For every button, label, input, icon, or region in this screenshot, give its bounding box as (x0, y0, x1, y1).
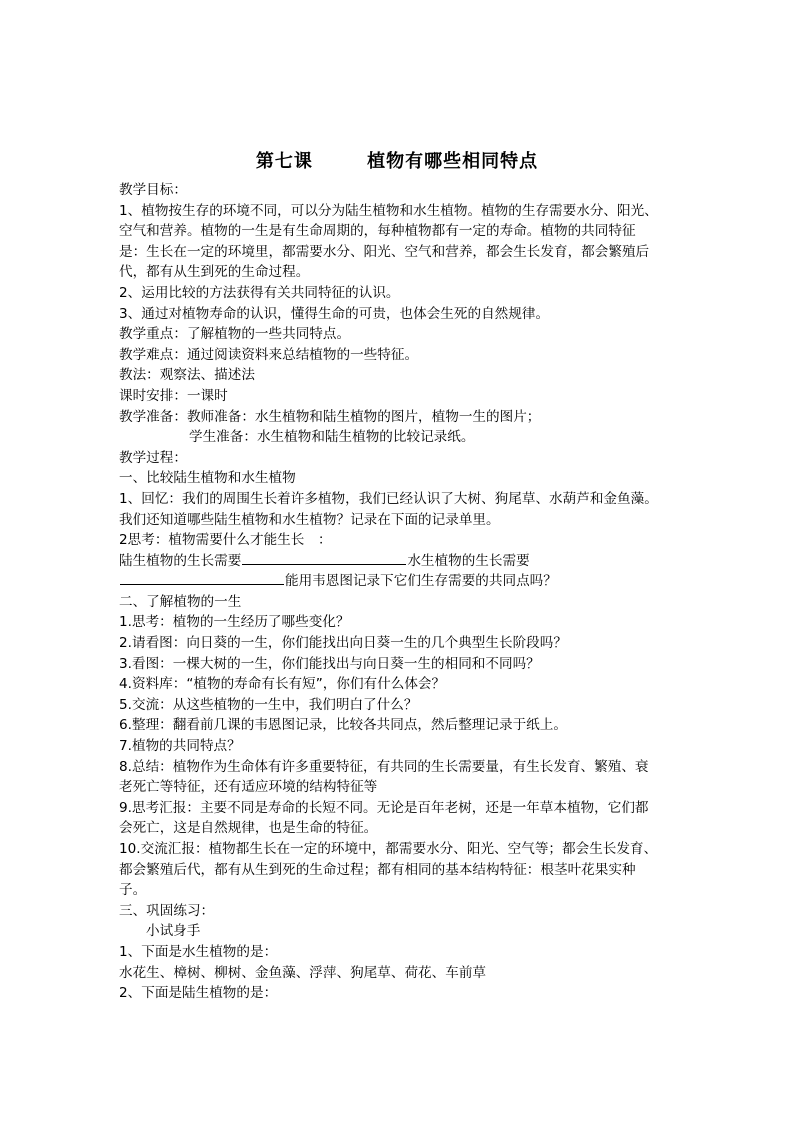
fill-blank-line (119, 571, 679, 592)
text-line: 3.看图：一棵大树的一生，你们能找出与向日葵一生的相同和不同吗？ (119, 655, 540, 672)
land-plant-needs-blank[interactable] (242, 551, 406, 565)
text-line: 教学难点：通过阅读资料来总结植物的一些特征。 (119, 346, 419, 363)
section-heading-2: 二、了解植物的一生 (119, 593, 242, 610)
text-line: 10.交流汇报：植物都生长在一定的环境中，都需要水分、阳光、空气等；都会生长发育、 (119, 841, 658, 857)
text-line: 教学准备：教师准备：水生植物和陆生植物的图片，植物一生的图片； (119, 408, 541, 425)
water-plant-needs-label: 水生植物的生长需要 (407, 552, 530, 569)
text-line: 8.总结：植物作为生命体有许多重要特征，有共同的生长需要量，有生长发育、繁殖、衰 (119, 758, 649, 775)
water-plant-needs-blank[interactable] (120, 571, 284, 585)
text-line: 9.思考汇报：主要不同是寿命的长短不同。无论是百年老树，还是一年草本植物，它们都 (119, 799, 649, 816)
text-line: 7.植物的共同特点？ (119, 738, 241, 755)
page-title: 第七课 植物有哪些相同特点 (255, 151, 539, 172)
question-2: 2、下面是陆生植物的是： (119, 985, 278, 1002)
heading-process: 教学过程： (119, 449, 187, 466)
text-line: 1、植物按生存的环境不同，可以分为陆生植物和水生植物。植物的生存需要水分、阳光、 (119, 202, 658, 219)
land-plant-needs-label: 陆生植物的生长需要 (119, 552, 242, 569)
text-line: 6.整理：翻看前几课的韦恩图记录，比较各共同点，然后整理记录于纸上。 (119, 717, 567, 734)
heading-goals: 教学目标： (119, 182, 187, 198)
text-line: 教学重点：了解植物的一些共同特点。 (119, 326, 351, 343)
text-line: 都会繁殖后代，都有从生到死的生命过程；都有相同的基本结构特征：根茎叶花果实种 (119, 861, 636, 878)
text-line: 3、通过对植物寿命的认识，懂得生命的可贵，也体会生死的自然规律。 (119, 305, 550, 322)
text-line: 是：生长在一定的环境里，都需要水分、阳光、空气和营养，都会生长发育，都会繁殖后 (119, 243, 650, 260)
fill-blank-line (119, 551, 679, 572)
text-line: 老死亡等特征，还有适应环境的结构特征等 (119, 779, 378, 796)
text-line: 2、运用比较的方法获得有关共同特征的认识。 (119, 284, 400, 301)
text-line: 代，都有从生到死的生命过程。 (119, 264, 310, 281)
text-line: 4.资料库：“植物的寿命有长有短”，你们有什么体会？ (119, 676, 446, 693)
text-line: 2.请看图：向日葵的一生，你们能找出向日葵一生的几个典型生长阶段吗？ (119, 635, 567, 652)
text-line: 空气和营养。植物的一生是有生命周期的，每种植物都有一定的寿命。植物的共同特征 (119, 223, 636, 240)
text-line: 子。 (119, 882, 147, 899)
text-line: 课时安排：一课时 (119, 387, 228, 404)
text-line: 1.思考：植物的一生经历了哪些变化？ (119, 614, 350, 631)
text-line: 1、回忆：我们的周围生长着许多植物，我们已经认识了大树、狗尾草、水葫芦和金鱼藻。 (119, 490, 658, 507)
text-line: 2思考：植物需要什么才能生长 ： (119, 532, 332, 549)
venn-question: 能用韦恩图记录下它们生存需要的共同点吗？ (285, 573, 557, 590)
question-1-options: 水花生、樟树、柳树、金鱼藻、浮萍、狗尾草、荷花、车前草 (119, 964, 487, 981)
question-1: 1、下面是水生植物的是： (119, 943, 278, 960)
text-line: 5.交流：从这些植物的一生中，我们明白了什么？ (119, 696, 418, 713)
document-body (119, 180, 679, 1004)
text-line: 我们还知道哪些陆生植物和水生植物？记录在下面的记录单里。 (119, 511, 500, 528)
section-heading-1: 一、比较陆生植物和水生植物 (119, 470, 296, 487)
text-line: 会死亡，这是自然规律，也是生命的特征。 (119, 820, 378, 837)
subheading-practice: 小试身手 (146, 923, 201, 940)
section-heading-3: 三、巩固练习： (119, 902, 215, 919)
text-line: 教法：观察法、描述法 (119, 367, 255, 384)
text-line: 学生准备：水生植物和陆生植物的比较记录纸。 (189, 429, 475, 446)
